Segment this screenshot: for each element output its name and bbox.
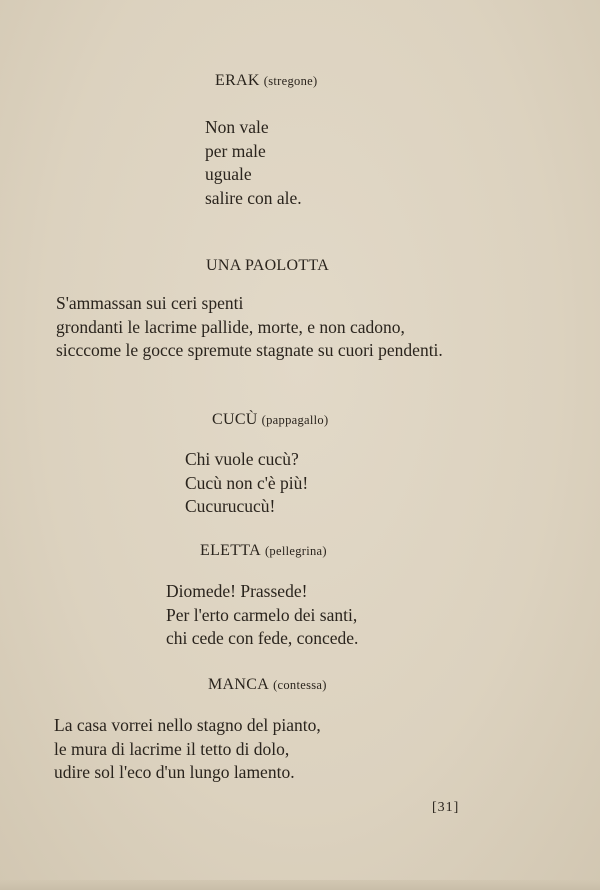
verse-line: Per l'erto carmelo dei santi, xyxy=(166,604,358,625)
verse-line: le mura di lacrime il tetto di dolo, xyxy=(54,738,290,759)
speaker-name: CUCÙ xyxy=(212,411,258,428)
verse-line: salire con ale. xyxy=(205,187,302,208)
speaker-heading-manca xyxy=(208,676,327,694)
verse-line: La casa vorrei nello stagno del pianto, xyxy=(54,715,321,735)
verse-block-eletta xyxy=(166,580,358,651)
speaker-heading-cucu xyxy=(212,411,328,429)
verse-line: per male xyxy=(205,140,266,161)
verse-line: sicccome le gocce spremute stagnate su cuori pendenti. xyxy=(56,340,443,360)
verse-block-manca xyxy=(54,714,321,785)
verse-line: Cucù non c'è più! xyxy=(185,472,309,493)
page-number: [31] xyxy=(432,800,460,815)
verse-line: chi cede con fede, concede. xyxy=(166,628,359,648)
verse-line: Non vale xyxy=(205,117,269,137)
verse-block-erak xyxy=(205,116,302,210)
speaker-role: (contessa) xyxy=(273,678,327,692)
speaker-heading-erak xyxy=(215,72,317,90)
speaker-role: (stregone) xyxy=(263,74,318,88)
verse-line: uguale xyxy=(205,164,252,184)
page-bottom-edge xyxy=(0,880,600,890)
verse-line: S'ammassan sui ceri spenti xyxy=(56,293,244,313)
speaker-heading-eletta xyxy=(200,542,327,560)
speaker-name: ERAK xyxy=(215,72,260,89)
verse-line: grondanti le lacrime pallide, morte, e non cadono, xyxy=(56,316,405,337)
speaker-name: MANCA xyxy=(208,676,270,693)
speaker-role: (pellegrina) xyxy=(264,544,327,558)
verse-line: Diomede! Prassede! xyxy=(166,581,308,601)
speaker-role: (pappagallo) xyxy=(261,413,329,427)
verse-block-cucu xyxy=(185,448,308,519)
verse-block-una-paolotta xyxy=(56,292,443,363)
verse-line: Chi vuole cucù? xyxy=(185,449,299,469)
speaker-name: UNA PAOLOTTA xyxy=(206,257,330,274)
verse-line: Cucurucucù! xyxy=(185,496,276,516)
speaker-name: ELETTA xyxy=(200,542,261,559)
speaker-heading-una-paolotta xyxy=(206,257,329,275)
verse-line: udire sol l'eco d'un lungo lamento. xyxy=(54,762,295,782)
